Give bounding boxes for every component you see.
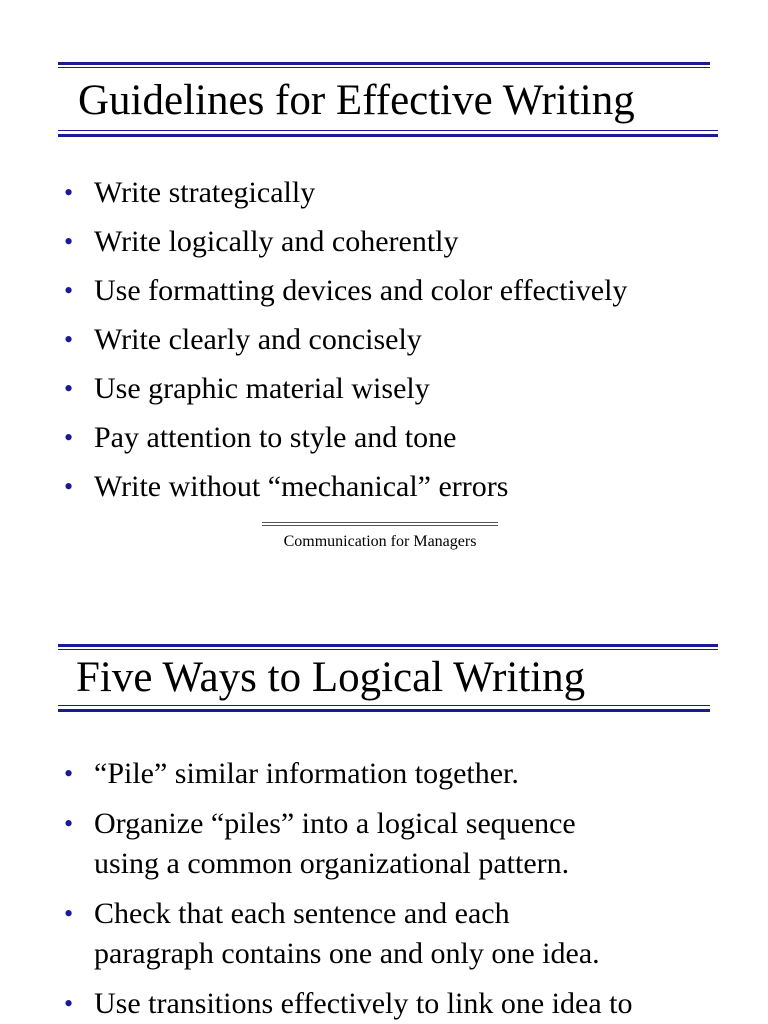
title-bottom-rule-thin bbox=[58, 130, 718, 131]
bullet-text: using a common organizational pattern. bbox=[94, 847, 570, 880]
title-bottom-rule bbox=[58, 134, 718, 137]
bullet-icon: • bbox=[64, 759, 74, 788]
bullet-icon: • bbox=[64, 989, 74, 1018]
list-item bbox=[0, 754, 632, 794]
bullet-icon: • bbox=[64, 423, 74, 452]
list-item bbox=[0, 984, 632, 1024]
slide-title: Guidelines for Effective Writing bbox=[78, 77, 635, 124]
bullet-text: Organize “piles” into a logical sequence bbox=[94, 807, 576, 840]
list-item bbox=[0, 804, 632, 884]
title-top-rule bbox=[58, 644, 718, 647]
title-top-rule-thin bbox=[58, 67, 710, 68]
bullet-icon: • bbox=[64, 325, 74, 354]
bullet-text: paragraph contains one and only one idea. bbox=[94, 937, 600, 970]
slide-footer bbox=[262, 522, 498, 552]
footer-rule bbox=[262, 522, 498, 526]
list-item bbox=[0, 266, 627, 315]
bullet-text: Use transitions effectively to link one idea to bbox=[94, 987, 633, 1020]
bullet-icon: • bbox=[64, 276, 74, 305]
footer-text: Communication for Managers bbox=[283, 533, 477, 550]
bullet-text: Use graphic material wisely bbox=[94, 372, 430, 405]
bullet-icon: • bbox=[64, 899, 74, 928]
bullet-text: Check that each sentence and each bbox=[94, 897, 510, 930]
bullet-icon: • bbox=[64, 227, 74, 256]
title-top-rule-thin bbox=[58, 649, 718, 650]
bullet-text: Write without “mechanical” errors bbox=[94, 470, 509, 503]
list-item bbox=[0, 413, 627, 462]
title-bottom-rule-thin bbox=[58, 705, 710, 706]
bullet-icon: • bbox=[64, 809, 74, 838]
title-top-rule bbox=[58, 62, 710, 65]
bullet-text: “Pile” similar information together. bbox=[94, 757, 519, 790]
list-item bbox=[0, 217, 627, 266]
bullet-text: Write clearly and concisely bbox=[94, 323, 422, 356]
bullet-icon: • bbox=[64, 178, 74, 207]
slide-five-ways bbox=[0, 580, 768, 1024]
bullet-text: Write strategically bbox=[94, 176, 316, 209]
bullet-list bbox=[0, 754, 632, 1024]
list-item bbox=[0, 315, 627, 364]
bullet-text: Use formatting devices and color effectively bbox=[94, 274, 628, 307]
slide-title: Five Ways to Logical Writing bbox=[76, 654, 586, 701]
list-item bbox=[0, 894, 632, 974]
list-item bbox=[0, 462, 627, 511]
list-item bbox=[0, 364, 627, 413]
list-item bbox=[0, 168, 627, 217]
title-bottom-rule bbox=[58, 709, 710, 712]
bullet-icon: • bbox=[64, 472, 74, 501]
bullet-icon: • bbox=[64, 374, 74, 403]
bullet-list bbox=[0, 168, 627, 511]
bullet-text: Write logically and coherently bbox=[94, 225, 459, 258]
bullet-text: Pay attention to style and tone bbox=[94, 421, 457, 454]
